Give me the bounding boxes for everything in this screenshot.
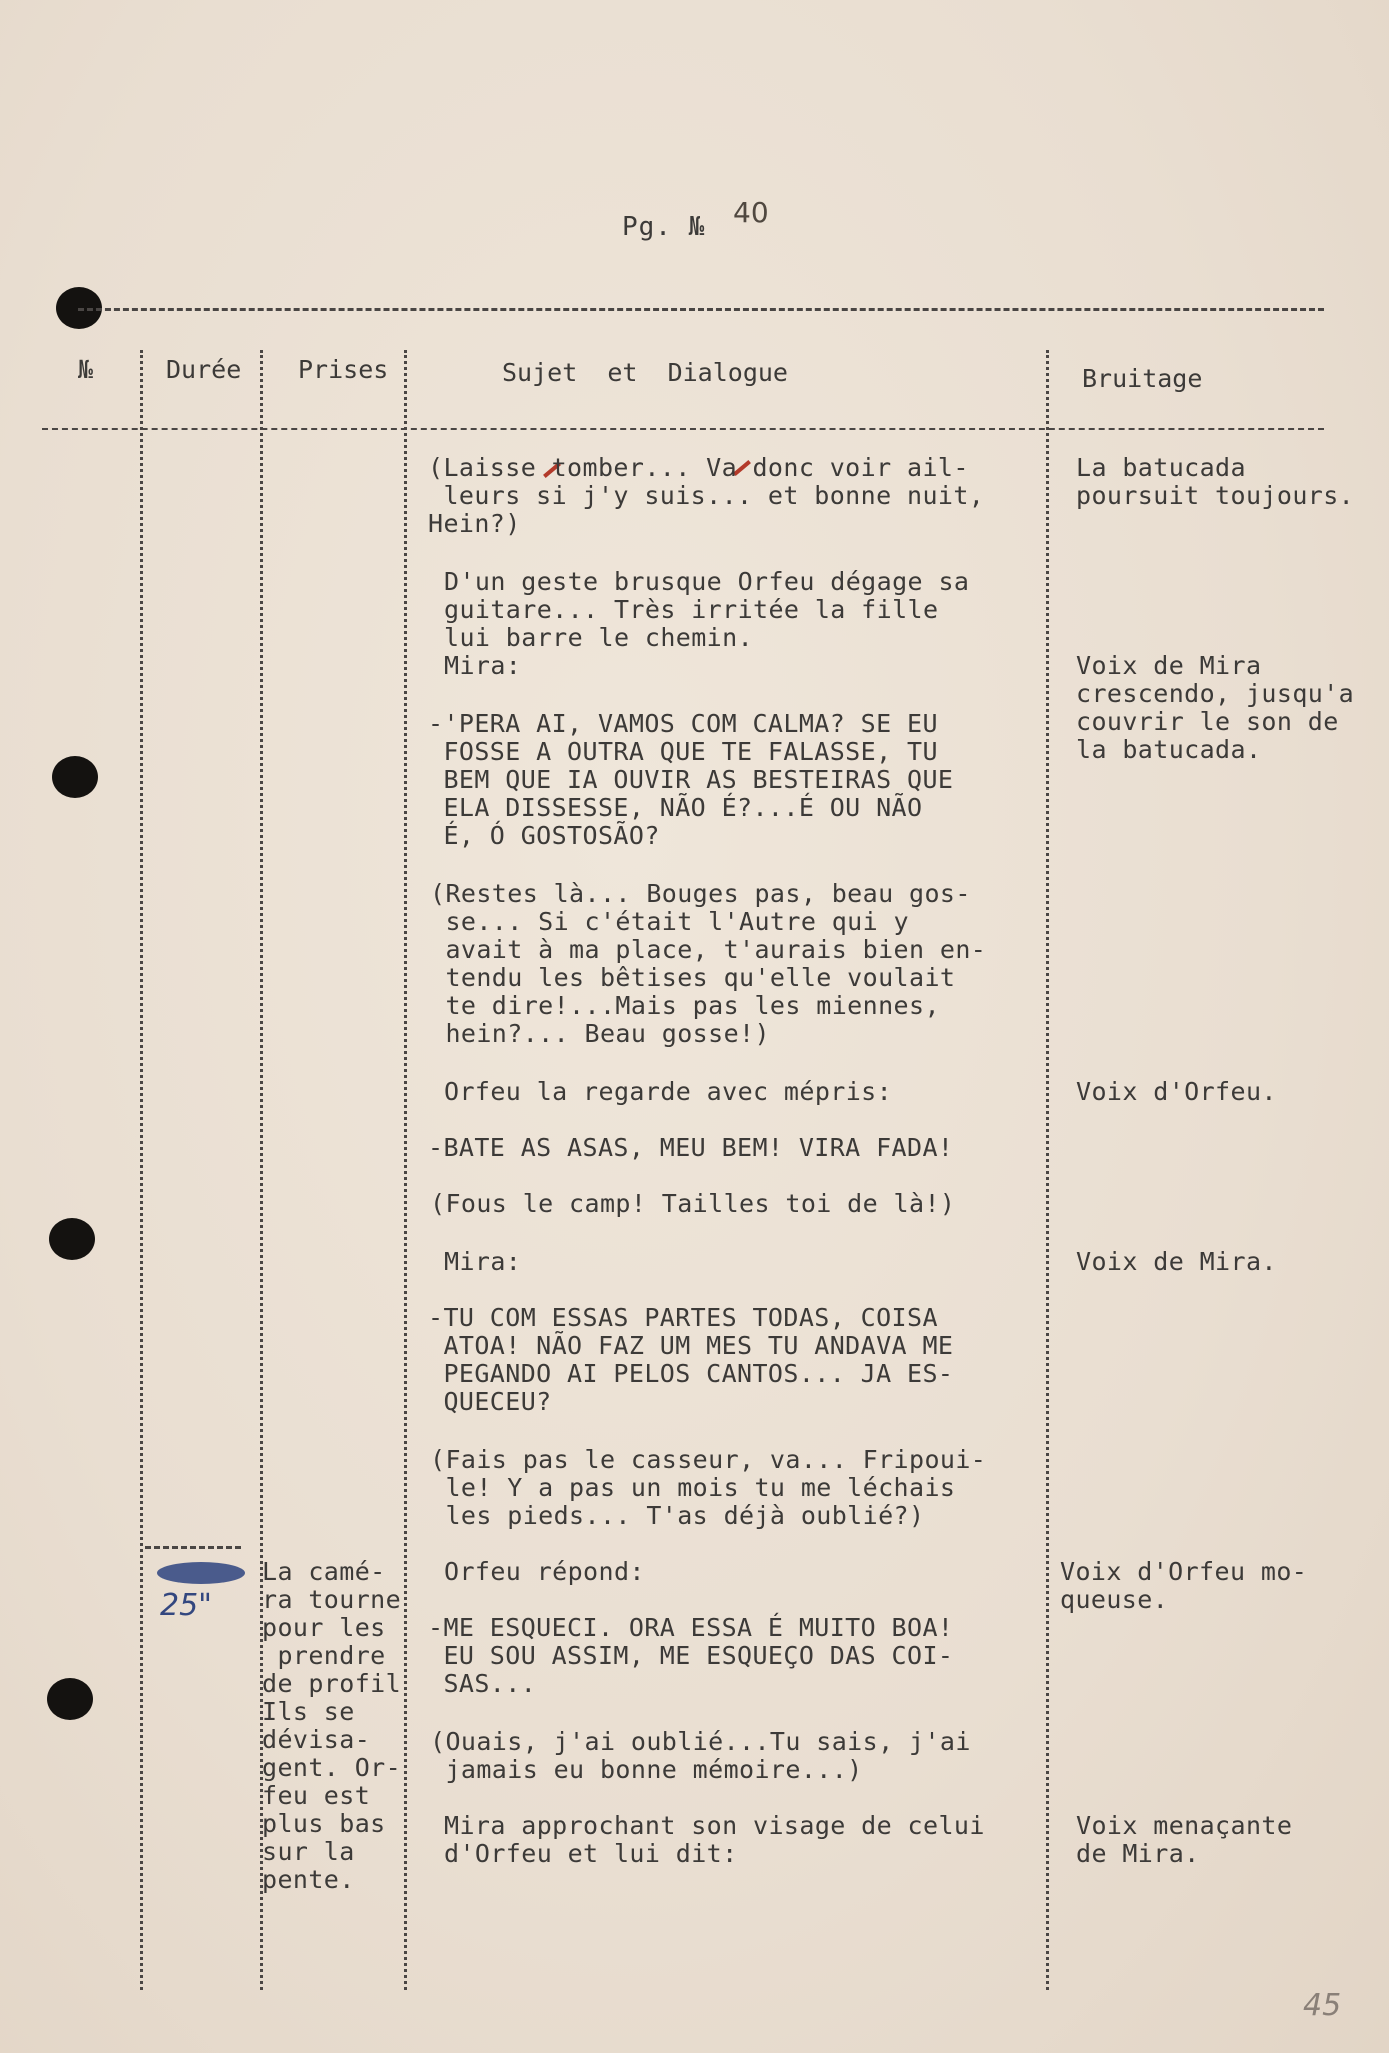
sujet-line: -'PERA AI, VAMOS COM CALMA? SE EU	[428, 709, 938, 738]
sujet-line: Mira:	[444, 651, 522, 680]
sujet-line: lui barre le chemin.	[444, 623, 754, 652]
binder-hole-4	[47, 1678, 93, 1720]
bruitage-line: de Mira.	[1076, 1839, 1200, 1868]
sujet-line: avait à ma place, t'aurais bien en-	[430, 935, 987, 964]
bruitage-line: Voix de Mira.	[1076, 1247, 1277, 1276]
prises-line: sur la	[262, 1837, 355, 1866]
sujet-line: (Restes là... Bouges pas, beau gos-	[430, 879, 971, 908]
sujet-line: PEGANDO AI PELOS CANTOS... JA ES-	[428, 1359, 954, 1388]
prises-line: pour les	[262, 1613, 386, 1642]
bruitage-line: poursuit toujours.	[1076, 481, 1355, 510]
prises-line: prendre	[262, 1641, 386, 1670]
bruitage-line: la batucada.	[1076, 735, 1262, 764]
sujet-line: D'un geste brusque Orfeu dégage sa	[444, 567, 970, 596]
duree-dash-line	[145, 1546, 241, 1549]
sujet-line: BEM QUE IA OUVIR AS BESTEIRAS QUE	[428, 765, 954, 794]
sujet-block-4	[430, 879, 987, 1048]
sujet-line: -TU COM ESSAS PARTES TODAS, COISA	[428, 1303, 938, 1332]
sujet-line: É, Ó GOSTOSÃO?	[428, 821, 660, 850]
sujet-line: guitare... Très irritée la fille	[444, 595, 939, 624]
page-number-handwritten: 40	[733, 196, 769, 229]
sujet-line: FOSSE A OUTRA QUE TE FALASSE, TU	[428, 737, 938, 766]
sujet-line: se... Si c'était l'Autre qui y	[430, 907, 909, 936]
header-prises: Prises	[298, 355, 389, 384]
sujet-line: Mira approchant son visage de celui	[444, 1811, 985, 1840]
prises-line: de profil	[262, 1669, 402, 1698]
sujet-block-1	[428, 453, 985, 549]
prises-line: dévisa-	[262, 1725, 371, 1754]
sujet-line: le! Y a pas un mois tu me léchais	[430, 1473, 956, 1502]
sujet-line: leurs si j'y suis... et bonne nuit,	[428, 481, 985, 510]
bruitage-line: couvrir le son de	[1076, 707, 1339, 736]
sujet-block-9	[444, 1811, 985, 1888]
bruitage-line: Voix d'Orfeu.	[1076, 1077, 1277, 1106]
column-separator-1	[140, 350, 143, 1990]
header-rule	[42, 428, 1324, 430]
sujet-line: -BATE AS ASAS, MEU BEM! VIRA FADA!	[428, 1133, 954, 1162]
binder-hole-3	[49, 1218, 95, 1260]
sujet-block-2	[444, 567, 970, 682]
sujet-line: Orfeu la regarde avec mépris:	[444, 1077, 893, 1106]
sujet-line: (Fous le camp! Tailles toi de là!)	[430, 1189, 956, 1218]
bruitage-line: crescendo, jusqu'a	[1076, 679, 1355, 708]
sujet-line: ATOA! NÃO FAZ UM MES TU ANDAVA ME	[428, 1331, 954, 1360]
binder-hole-2	[52, 756, 98, 798]
prises-line: plus bas	[262, 1809, 386, 1838]
sujet-block-3	[428, 709, 954, 850]
top-rule	[78, 308, 1324, 311]
duree-handwritten: 25"	[160, 1588, 212, 1623]
column-separator-3	[404, 350, 407, 1990]
sujet-line: Hein?)	[428, 509, 521, 538]
sujet-block-6	[430, 1445, 987, 1541]
sujet-line: ELA DISSESSE, NÃO É?...É OU NÃO	[428, 793, 923, 822]
sujet-line: Mira:	[444, 1247, 522, 1276]
sujet-line: d'Orfeu et lui dit:	[444, 1839, 738, 1868]
prises-line: Ils se	[262, 1697, 355, 1726]
header-bruitage: Bruitage	[1082, 364, 1203, 393]
header-no: №	[78, 355, 94, 384]
sujet-line: (Ouais, j'ai oublié...Tu sais, j'ai	[430, 1727, 971, 1756]
prises-block	[262, 1557, 402, 1894]
sujet-line: hein?... Beau gosse!)	[430, 1019, 770, 1048]
sujet-line: te dire!...Mais pas les miennes,	[430, 991, 940, 1020]
sujet-line: tendu les bêtises qu'elle voulait	[430, 963, 956, 992]
sujet-line: Orfeu répond:	[444, 1557, 645, 1586]
corner-page-number: 45	[1303, 1988, 1342, 2023]
prises-line: La camé-	[262, 1557, 386, 1586]
header-duree: Durée	[166, 355, 242, 384]
page-number-label: Pg. №	[622, 212, 706, 242]
sujet-line: jamais eu bonne mémoire...)	[430, 1755, 863, 1784]
bruitage-line: Voix de Mira	[1076, 651, 1262, 680]
ink-blot	[157, 1562, 245, 1584]
sujet-line: (Fais pas le casseur, va... Fripoui-	[430, 1445, 987, 1474]
sujet-block-7	[428, 1613, 954, 1709]
bruitage-line: Voix d'Orfeu mo-	[1060, 1557, 1308, 1586]
sujet-line: SAS...	[428, 1669, 537, 1698]
prises-line: gent. Or-	[262, 1753, 402, 1782]
sujet-line: -ME ESQUECI. ORA ESSA É MUITO BOA!	[428, 1613, 954, 1642]
sujet-block-5	[428, 1303, 954, 1418]
sujet-line: EU SOU ASSIM, ME ESQUEÇO DAS COI-	[428, 1641, 954, 1670]
bruitage-line: queuse.	[1060, 1585, 1169, 1614]
bruitage-line: Voix menaçante	[1076, 1811, 1293, 1840]
prises-line: feu est	[262, 1781, 371, 1810]
column-separator-4	[1046, 350, 1049, 1990]
header-sujet: Sujet et Dialogue	[502, 358, 788, 387]
prises-line: ra tourne	[262, 1585, 402, 1614]
sujet-line: les pieds... T'as déjà oublié?)	[430, 1501, 925, 1530]
bruitage-line: La batucada	[1076, 453, 1246, 482]
sujet-line: (Laisse tomber... Va donc voir ail-	[428, 453, 969, 482]
prises-line: pente.	[262, 1865, 355, 1894]
sujet-line: QUECEU?	[428, 1387, 552, 1416]
sujet-block-8	[430, 1727, 971, 1804]
